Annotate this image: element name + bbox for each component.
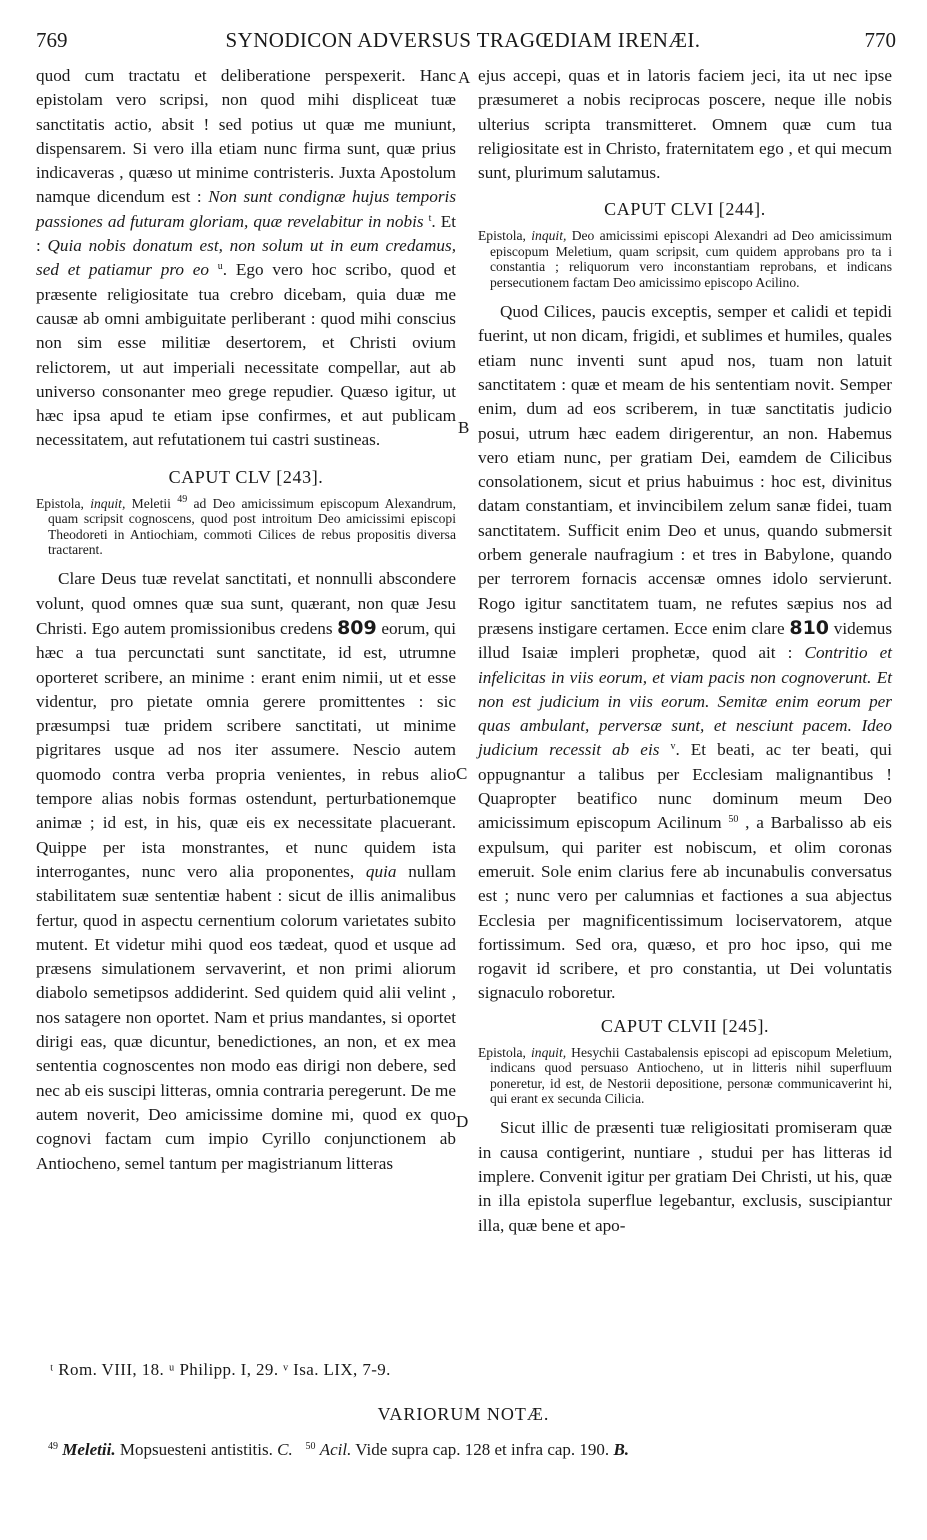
page-header [30, 28, 896, 64]
note-number-49: 49 [48, 1441, 58, 1452]
note-lemma-acil: Acil. [319, 1440, 352, 1459]
scripture-quote-2: Quia nobis donatum est, non solum ut in eum credamus, sed et patiamur pro eo [36, 236, 456, 280]
note-ref-49: 49 [177, 493, 188, 505]
scripture-footnotes: ᵗ Rom. VIII, 18. ᵘ Philipp. I, 29. ᵛ Isa. LIX, 7-9. [50, 1360, 391, 1379]
summary-name: Meletii [131, 495, 171, 511]
left-body-b: eorum, qui hæc a tua percunctati sunt sanctitate, id est, utrumne oporteret scribere, an minime : erant enim nimii, ut et esse videntur, pro pietate omnia gerere promittentes : sic præsumpsi tuæ pridem scribere sanctitati, ut minime pigritares usque ad nos iter assumere. Nescio autem quomodo contra verba propria venientes, in rebus alio tempore alias nobis formas ostendunt, perturbationemque animæ ; id est, in his, quæ eis ex necessitate placuerant. Quippe per ista monstrantes, et nunc quidem ista interrogantes, nunc vero alia proponentes, [36, 618, 457, 881]
column-number-809: 809 [337, 616, 377, 639]
note-number-50: 50 [305, 1441, 316, 1452]
summary-epistola: Epistola, [36, 495, 84, 511]
margin-letter-a: A [458, 68, 471, 87]
chapter-summary-clvi [478, 228, 892, 290]
margin-letter-d: D [456, 1112, 469, 1131]
chapter-heading-clvii: CAPUT CLVII [245]. [600, 1015, 770, 1036]
running-title: SYNODICON ADVERSUS TRAGŒDIAM IRENÆI. [225, 28, 701, 52]
left-opening-text-cont: Ego vero hoc scribo, quod et præsente religiositate tua crebro dicebam, quia duæ me causæ ab omni ambiguitate perliberant : quod mihi conscius non sim esse militiæ desertorem, et Christi ovium relictorem, ut aut imperiali necessitate compellar, aut ab universo consonanter meo grege repudier. Quæso igitur, ut hæc ipsa apud te etiam ipse confirmes, et aut publicam necessitatem, aut refutationem tui castri sustineas. [36, 260, 456, 450]
right-body-b: videmus illud Isaiæ impleri prophetæ, quod ait : [478, 618, 893, 663]
top-speckle [350, 2, 510, 8]
variorum-heading: VARIORUM NOTÆ. [377, 1404, 550, 1424]
left-column [36, 64, 456, 1176]
note-siglum-b: B. [613, 1440, 630, 1459]
summary-inquit: inquit, [531, 1044, 567, 1060]
margin-letter-b: B [458, 418, 470, 437]
left-body-quia: quia [365, 861, 397, 881]
right-opening-paragraph: ejus accepi, quas et in latoris faciem jeci, ita ut nec ipse præsumeret a nobis reciprocas poscere, neque ille nobis ulterius scripta transmitteret. Omnem quæ cum tua religiositate est in Christo, fraternitatem ego , et qui mecum sunt, plurimum salutamus. [478, 66, 892, 183]
summary-inquit: inquit, [531, 228, 567, 244]
scripture-quote-isaiah: Contritio et infelicitas in viis eorum, et viam pacis non cognoverunt. Et non est judicium in viis eorum. Semitæ enim eorum per quas ambulant, perversæ sunt, et nesciunt pacem. Ideo judicium recessit ab eis [478, 643, 893, 760]
left-opening-text: quod cum tractatu et deliberatione perspexerit. Hanc epistolam vero scripsi, non quod mihi displiceat tuæ sanctitatis actio, absit ! sed potius ut quæ me muniunt, dispensarem. Si vero illa etiam nunc firma sunt, quæ prius indicaveras , quæso ut minime contristeris. Juxta Apostolum namque dicendum est : [36, 66, 456, 207]
column-number-810: 810 [789, 616, 830, 639]
right-body-d: , a Barbalisso ab eis expulsum, qui pariter est nobiscum, et olim coronas emeruit. Sole enim clarius fere ab incunabulis conversatus est ; nunc vero per calumnias et factiones a sua abjectus Ecclesia per magnificentissimum lociservatorem, atque fortissimum. Sed ora, quæso, et pro hoc ipso, qui me rogavit id scribere, et pro constantia, ut Dei voluntatis signaculo roboretur. [478, 813, 892, 1003]
chapter-summary-clvii [478, 1045, 892, 1107]
chapter-summary-clv [36, 493, 457, 558]
right-body-paragraph-2: Sicut illic de præsenti tuæ religiositati promiseram quæ in causa contigerint, nuntiare , studui per has litteras id implere. Convenit igitur per gratiam Dei Christi, ut his, quæ in illa epistola superflue legebantur, exclusis, suscipiantur illa, quæ bene et apo- [478, 1118, 892, 1235]
summary-epistola: Epistola, [478, 1044, 526, 1060]
left-body-a: Clare Deus tuæ revelat sanctitati, et nonnulli abscondere volunt, quod omnes quæ sua sunt, quærant, non quæ Jesu Christi. Ego autem promissionibus credens [36, 569, 456, 638]
right-body-paragraph-1: Quod Cilices, paucis exceptis, semper et calidi et tepidi fuerint, ut non dicam, frigidi, et sublimes et humiles, quales etiam nunc inventi sunt apud nos, tuam non latuit sanctitatem : quæ et meam de his sententiam novit. Semper enim, dum ad eos scriberem, in tuæ sanctitatis judicio posui, utrum hæc eadem dirigerentur, an non. Habemus vero etiam nunc, per gratiam Dei, eamdem de Cilicibus consolationem, sicut et prius habuimus : hoc est, divinitus datam constantiam, et invincibilem zelum sanæ fidei, tuam sanctitatem. Sufficit enim Deo et unus, quando submersit orbem generale naufragium : et tres in Babylone, quando per terrorem fornacis accensæ omnes idolo servierunt. Rogo igitur sanctitatem tuam, ne refutes sæpius nos ad præsens instigare certamen. Ecce enim clare 810 videmus illud Isaiæ impleri prophetæ, quod ait : Contritio et infelicitas in viis eorum, et viam pacis non cognoverunt. Et non est judicium in viis eorum. Semitæ enim eorum per quas ambulant, perversæ sunt, et nesciunt pacem. Ideo judicium recessit ab eis $^v$. Et beati, ac ter beati, qui oppugnantur a talibus per Ecclesiam malignantibus ! Quapropter beatifico nunc dominum meum Deo amicissimum episcopum Acilinum $^{50}$ , a Barbalisso ab eis expulsum, qui pariter est nobiscum, et olim coronas emeruit. Sole enim clarius fere ab incunabulis conversatus est ; nunc vero per calumnias et factiones a sua abjectus Ecclesia per magnificentissimum lociservatorem, atque fortissimum. Sed ora, quæso, et pro hoc ipso, qui me rogavit id scribere, et pro constantia, ut Dei voluntatis signaculo roboretur. [478, 302, 893, 1003]
left-body-c: nullam stabilitatem suæ sententiæ habent : sicut de illis animalibus fertur, quod in aspectu cernentium colorum varietates subito mutent. Et videtur mihi quod eos tædeat, quod et usque ad præsens simulationem servaverint, et non primi aliorum diabolo semetipsos addiderint. Sed quidem quid alii velint , nos satagere non oportet. Nam et prius mandantes, si oportet dirigi eas, quæ dicuntur, benedictiones, an non, et ex mea sententia cognoscentes non modo eas dirigi non debere, sed nec ab eis suscipi litteras, omnia contraria peregerunt. De me autem noverit, Deo amicissime domine mi, quod ex quo cognovi factam cum impio Cyrillo conjunctionem ab Antiocheno, semel tantum per magistrianum litteras [36, 861, 456, 1173]
footnote-mark-u: u [217, 261, 223, 273]
footnote-mark-v: v [670, 741, 676, 753]
right-body-c: Et beati, ac ter beati, qui oppugnantur a talibus per Ecclesiam malignantibus ! Quapropter beatifico nunc dominum meum Deo amicissimum episcopum Acilinum [478, 740, 893, 833]
note-text-49: Mopsuesteni antistitis. [119, 1440, 273, 1459]
chapter-heading-clv: CAPUT CLV [243]. [168, 466, 324, 487]
summary-text: Deo amicissimi episcopi Alexandri ad Deo amicissimum episcopum Meletium, quam scripsit, cum quidem approbans pro ta i constantia ; reliquorum vero inconstantiam reprobans, et indicans persecutionem factam Deo amicissimo episcopo Acilino. [490, 228, 892, 290]
summary-epistola: Epistola, [478, 228, 526, 244]
note-lemma-meletii: Meletii. [62, 1440, 116, 1459]
summary-text: Hesychii Castabalensis episcopi ad episcopum Meletium, indicans quod persuaso Antiocheno, ut in litteris nihil superfluum poneretur, id est, de Nestorii depositione, personæ communicaverint hi, qui erant ex secunda Cilicia. [490, 1044, 892, 1106]
left-opening-paragraph: quod cum tractatu et deliberatione perspexerit. Hanc epistolam vero scripsi, non quod mihi displiceat tuæ sanctitatis actio, absit ! sed potius ut quæ me muniunt, dispensarem. Si vero illa etiam nunc firma sunt, quæ prius indicaveras , quæso ut minime contristeris. Juxta Apostolum namque dicendum est : Non sunt condignæ hujus temporis passiones ad futuram gloriam, quæ revelabitur in nobis $^t$. Et : Quia nobis donatum est, non solum ut in eum credamus, sed et patiamur pro eo $^u$. Ego vero hoc scribo, quod et præsente religiositate tua crebro dicebam, quia duæ me causæ ab omni ambiguitate perliberant : quod mihi conscius non sim esse militiæ desertorem, et Christi ovium relictorem, ut aut imperiali necessitate compellar, aut ab universo consonanter meo grege repudier. Quæso igitur, ut hæc ipsa apud te etiam ipse confirmes, et aut publicam necessitatem, aut refutationem tui castri sustineas. [36, 66, 457, 450]
summary-inquit: inquit, [90, 495, 126, 511]
variorum-notes [48, 1440, 629, 1460]
footnote-mark-t: t [428, 212, 432, 224]
left-body-paragraph [36, 567, 456, 1175]
summary-text: ad Deo amicissimum episcopum Alexandrum, quam scripsit cognoscens, quod post introitum Deo amicissimi episcopi Theodoreti in Antiochiam, commoti Cilices de rebus propositis diversa tractarent. [48, 495, 457, 557]
scripture-quote-1: Non sunt condignæ hujus temporis passiones ad futuram gloriam, quæ revelabitur in nobis [36, 187, 457, 231]
right-column [478, 64, 892, 1238]
page-number-left: 769 [36, 28, 68, 52]
page-number-right: 770 [864, 28, 896, 52]
margin-letter-c: C [456, 764, 468, 783]
note-ref-50: 50 [728, 814, 739, 826]
note-siglum-c: C. [277, 1440, 293, 1459]
right-body-a: Quod Cilices, paucis exceptis, semper et calidi et tepidi fuerint, ut non dicam, frigidi, et sublimes et humiles, quales etiam nunc inventi sunt apud nos, tuam non latuit sanctitatem : quæ et meam de his sententiam novit. Semper enim, dum ad eos scriberem, in tuæ sanctitatis judicio posui, utrum hæc eadem dirigerentur, an non. Habemus vero etiam nunc, per gratiam Dei, eamdem de Cilicibus consolationem, sicut et prius habuimus : hoc est, divinitus datam constantiam, et invincibilem zelum sanæ fidei, tuam sanctitatem. Sufficit enim Deo et unus, quando submersit orbem generale naufragium : et tres in Babylone, quando per terrorem fornacis accensæ omnes idolo servierunt. Rogo igitur sanctitatem tuam, ne refutes sæpius nos ad præsens instigare certamen. Ecce enim clare [478, 302, 892, 638]
chapter-heading-clvi: CAPUT CLVI [244]. [604, 199, 766, 220]
note-text-50: Vide supra cap. 128 et infra cap. 190. [355, 1440, 610, 1459]
